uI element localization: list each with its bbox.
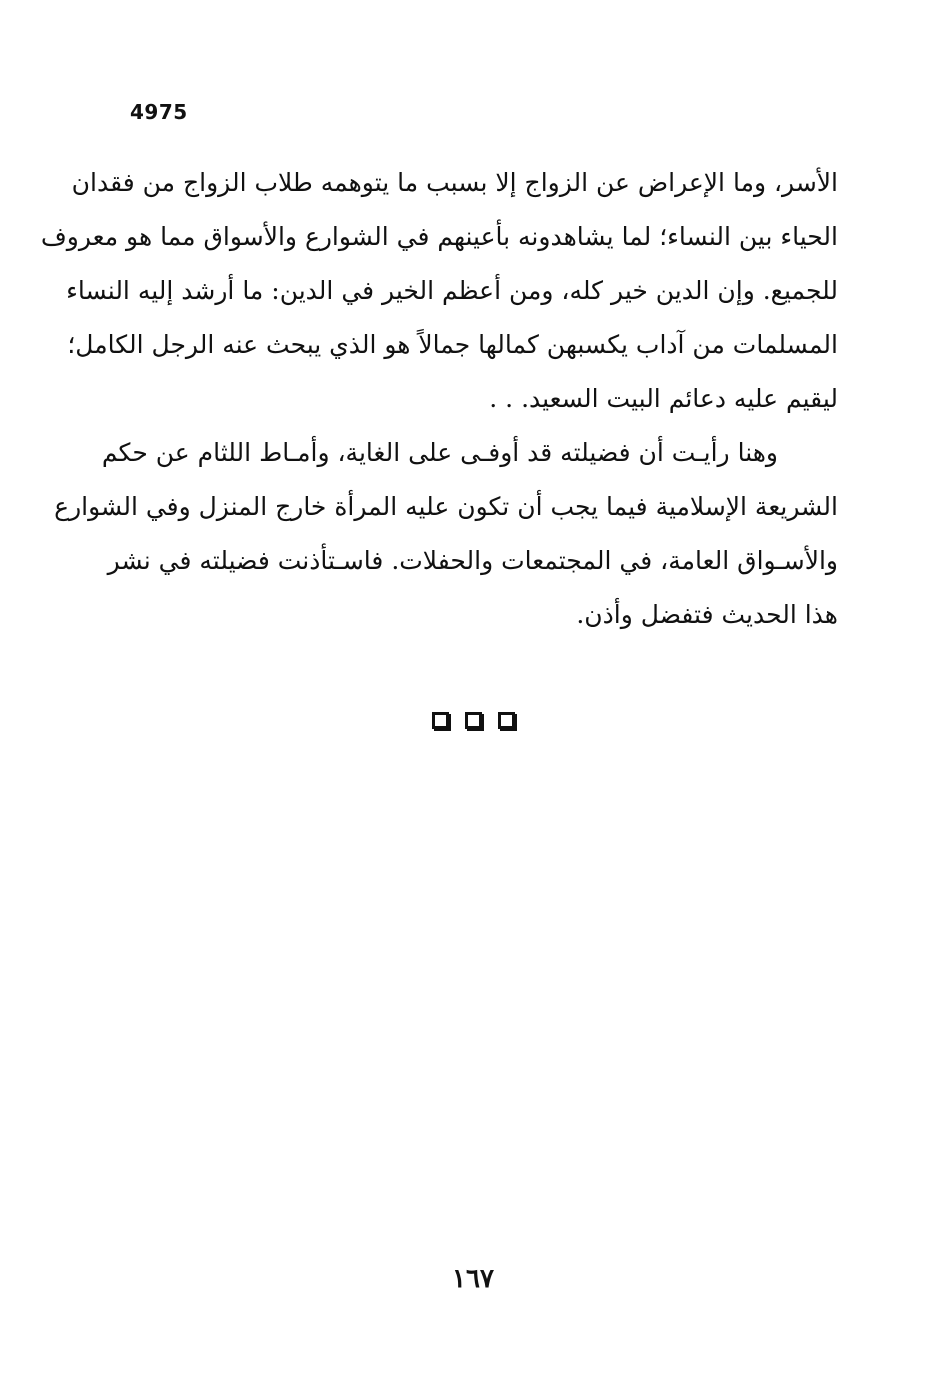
body-text	[40, 156, 838, 642]
square-ornament-icon	[465, 712, 482, 729]
text-line: الشريعة الإسلامية فيما يجب أن تكون عليه المرأة خارج المنزل وفي الشوارع	[54, 492, 838, 521]
text-line: هذا الحديث فتفضل وأذن.	[576, 600, 838, 629]
square-ornament-icon	[498, 712, 515, 729]
square-ornament-icon	[432, 712, 449, 729]
text-line: وهنا رأيـت أن فضيلته قد أوفـى على الغاية، وأمـاط اللثام عن حكم	[101, 438, 778, 467]
page-identifier: 4975	[130, 100, 188, 124]
text-line: الأسر، وما الإعراض عن الزواج إلا بسبب ما يتوهمه طلاب الزواج من فقدان	[71, 168, 838, 197]
section-divider-ornament	[0, 712, 946, 729]
text-line: الحياء بين النساء؛ لما يشاهدونه بأعينهم في الشوارع والأسواق مما هو معروف	[40, 222, 838, 251]
page-number: ١٦٧	[452, 1264, 494, 1294]
text-line: ليقيم عليه دعائم البيت السعيد. . .	[489, 384, 838, 413]
text-line: للجميع. وإن الدين خير كله، ومن أعظم الخير في الدين: ما أرشد إليه النساء	[66, 276, 838, 305]
text-line: المسلمات من آداب يكسبهن كمالها جمالاً هو الذي يبحث عنه الرجل الكامل؛	[67, 330, 838, 359]
text-line: والأسـواق العامة، في المجتمعات والحفلات. فاسـتأذنت فضيلته في نشر	[107, 546, 838, 575]
